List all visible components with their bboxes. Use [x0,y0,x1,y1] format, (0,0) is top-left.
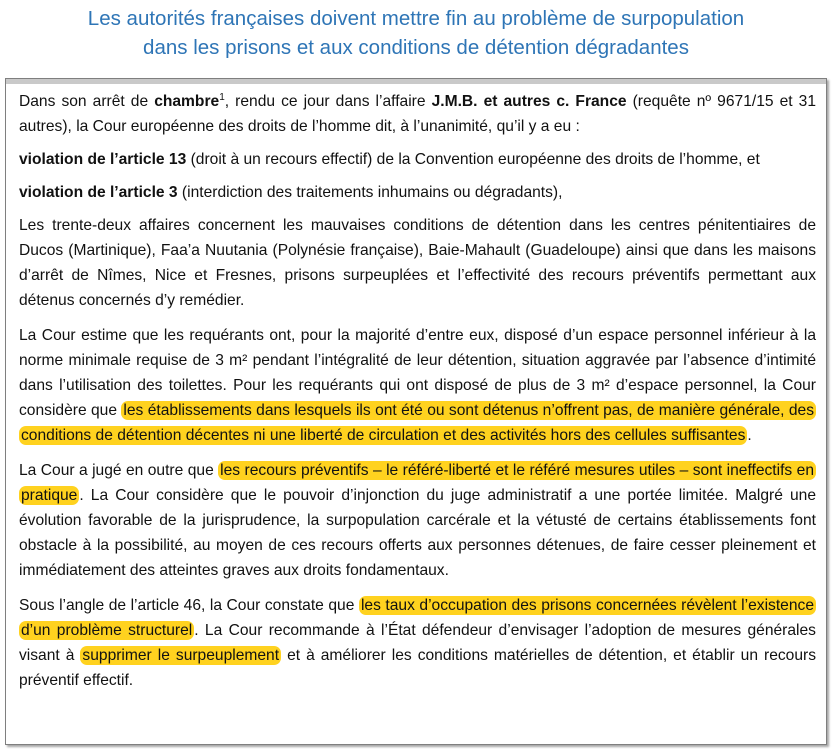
headline-line-1: Les autorités françaises doivent mettre fin au problème de surpopulation [87,7,745,30]
highlight-conditions: les établissements dans lesquels ils ont été ou sont détenus n’offrent pas, de manière générale, des conditions de détention décentes ni une liberté de circulation et des activités hors des cellules suffisantes [21,402,815,444]
chambre-term: chambre [154,93,220,110]
case-name: J.M.B. et autres c. France [431,93,627,110]
violation-article-3 [19,180,816,205]
press-release-body [19,89,816,703]
remedies-text-1: La Cour a jugé en outre que [19,462,219,479]
highlight-structural-problem: les taux d’occupation des prisons concernées révèlent l’existence d’un problème structurel [21,597,814,639]
remedies-paragraph [19,458,816,583]
highlight-remedies: les recours préventifs – le référé-liberté et le référé mesures utiles – sont ineffectifs en pratique [21,462,814,504]
cases-paragraph [19,213,816,313]
intro-paragraph [19,89,816,139]
violation-13-label: violation de l’article 13 [19,151,187,168]
violation-13-text: (droit à un recours effectif) de la Convention européenne des droits de l’homme, et [186,151,760,168]
headline-line-2: dans les prisons et aux conditions de détention dégradantes [143,36,689,59]
article-46-text-1: Sous l’angle de l’article 46, la Cour constate que [19,597,359,614]
press-release-box [5,78,827,745]
assessment-text: La Cour estime que les requérants ont, pour la majorité d’entre eux, disposé d’un espace personnel inférieur à la norme minimale requise de 3 m² pendant l’intégralité de leur détention, situation aggravée par l’absence d’intimité dans l’utilisation des toilettes. Pour les requérants qui ont disposé de plus de 3 m² d’espace personnel, la Cour considère que [19,327,816,419]
cases-text: Les trente-deux affaires concernent les mauvaises conditions de détention dans les centres pénitentiaires de Ducos (Martinique), Faa’a Nuutania (Polynésie française), Baie-Mahault (Guadeloupe) ainsi que dans les maisons d’arrêt de Nîmes, Nice et Fresnes, prisons surpeuplées et l’effectivité des recours préventifs permettant aux détenus concernés d’y remédier. [19,217,816,309]
highlight-overcrowding: supprimer le surpeuplement [82,647,280,664]
violation-3-label: violation de l’article 3 [19,184,178,201]
footnote-reference[interactable]: 1 [219,91,225,103]
violation-3-text: (interdiction des traitements inhumains ou dégradants), [177,184,563,201]
assessment-end: . [747,427,752,444]
intro-text-3: (requête nº 9671/15 et 31 autres), la Cour européenne des droits de l’homme dit, à l’unanimité, qu’il y a eu : [19,93,817,135]
court-assessment-paragraph [19,323,816,448]
article-46-paragraph [19,593,816,693]
remedies-text-2: . La Cour considère que le pouvoir d’injonction du juge administratif a une portée limitée. Malgré une évolution favorable de la jurisprudence, la surpopulation carcérale et la vétusté de certains établissements font obstacle à la possibilité, au moyen de ces recours offerts aux personnes détenues, de faire cesser pleinement et immédiatement des atteintes graves aux droits fondamentaux. [19,487,816,579]
intro-text-1: Dans son arrêt de [19,93,155,110]
article-46-text-3: et à améliorer les conditions matérielles de détention, et établir un recours préventif effectif. [19,647,816,689]
violation-article-13 [19,147,816,172]
intro-text-2: , rendu ce jour dans l’affaire [224,93,432,110]
headline [0,4,832,62]
article-46-text-2: . La Cour recommande à l’État défendeur d’envisager l’adoption de mesures générales visant à [19,622,816,664]
